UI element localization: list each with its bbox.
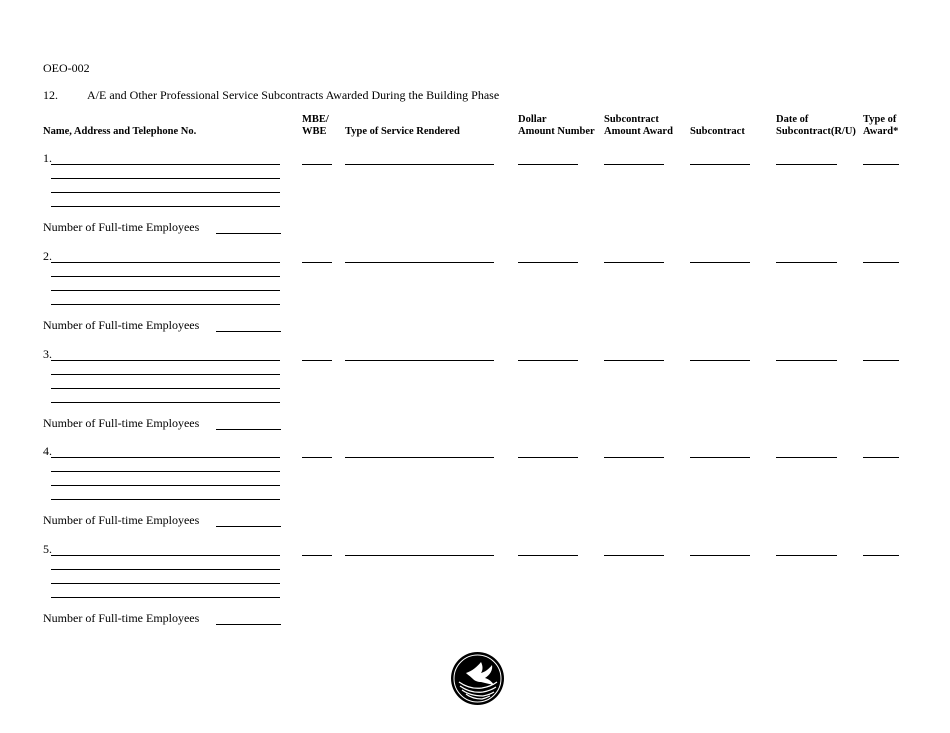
name-address-field[interactable]: [51, 471, 280, 472]
subcontract-field[interactable]: [690, 457, 750, 458]
name-address-field[interactable]: [51, 374, 280, 375]
name-address-field[interactable]: [51, 388, 280, 389]
name-address-field[interactable]: [51, 457, 280, 458]
subcontract-field[interactable]: [690, 262, 750, 263]
subcontract-field[interactable]: [690, 360, 750, 361]
date-field[interactable]: [776, 457, 837, 458]
name-address-field[interactable]: [51, 178, 280, 179]
entry-number: 2.: [43, 249, 52, 263]
dollar-amount-field[interactable]: [518, 262, 578, 263]
employees-count-field[interactable]: [216, 331, 281, 332]
name-address-field[interactable]: [51, 555, 280, 556]
subcontract-field[interactable]: [690, 164, 750, 165]
subcontract-amount-field[interactable]: [604, 555, 664, 556]
employees-count-field[interactable]: [216, 233, 281, 234]
name-address-field[interactable]: [51, 192, 280, 193]
employees-count-field[interactable]: [216, 624, 281, 625]
award-type-field[interactable]: [863, 360, 899, 361]
header-service: Type of Service Rendered: [345, 126, 460, 137]
subcontract-field[interactable]: [690, 555, 750, 556]
name-address-field[interactable]: [51, 164, 280, 165]
service-field[interactable]: [345, 164, 494, 165]
mbe-field[interactable]: [302, 262, 332, 263]
dollar-amount-field[interactable]: [518, 164, 578, 165]
mbe-field[interactable]: [302, 360, 332, 361]
agency-seal-icon: [450, 651, 505, 706]
employees-label: Number of Full-time Employees: [43, 513, 200, 527]
name-address-field[interactable]: [51, 262, 280, 263]
name-address-field[interactable]: [51, 583, 280, 584]
header-dollar-line2: Amount Number: [518, 126, 595, 137]
header-date-line1: Date of: [776, 114, 809, 125]
header-mbe-line1: MBE/: [302, 114, 329, 125]
service-field[interactable]: [345, 360, 494, 361]
dollar-amount-field[interactable]: [518, 555, 578, 556]
name-address-field[interactable]: [51, 360, 280, 361]
award-type-field[interactable]: [863, 555, 899, 556]
header-subamt-line1: Subcontract: [604, 114, 659, 125]
employees-label: Number of Full-time Employees: [43, 611, 200, 625]
mbe-field[interactable]: [302, 164, 332, 165]
subcontract-amount-field[interactable]: [604, 457, 664, 458]
name-address-field[interactable]: [51, 276, 280, 277]
date-field[interactable]: [776, 555, 837, 556]
header-date-line2: Subcontract(R/U): [776, 126, 856, 137]
employees-label: Number of Full-time Employees: [43, 416, 200, 430]
subcontract-amount-field[interactable]: [604, 262, 664, 263]
employees-count-field[interactable]: [216, 526, 281, 527]
name-address-field[interactable]: [51, 485, 280, 486]
form-code: OEO-002: [43, 61, 90, 75]
header-subamt-line2: Amount Award: [604, 126, 673, 137]
mbe-field[interactable]: [302, 457, 332, 458]
entry-number: 1.: [43, 151, 52, 165]
award-type-field[interactable]: [863, 457, 899, 458]
name-address-field[interactable]: [51, 499, 280, 500]
name-address-field[interactable]: [51, 290, 280, 291]
subcontract-amount-field[interactable]: [604, 360, 664, 361]
dollar-amount-field[interactable]: [518, 360, 578, 361]
employees-label: Number of Full-time Employees: [43, 318, 200, 332]
date-field[interactable]: [776, 360, 837, 361]
section-title: A/E and Other Professional Service Subcontracts Awarded During the Building Phase: [87, 88, 500, 102]
name-address-field[interactable]: [51, 206, 280, 207]
dollar-amount-field[interactable]: [518, 457, 578, 458]
header-name: Name, Address and Telephone No.: [43, 126, 197, 137]
name-address-field[interactable]: [51, 402, 280, 403]
date-field[interactable]: [776, 262, 837, 263]
employees-label: Number of Full-time Employees: [43, 220, 200, 234]
service-field[interactable]: [345, 262, 494, 263]
section-number: 12.: [43, 88, 58, 102]
entry-number: 5.: [43, 542, 52, 556]
name-address-field[interactable]: [51, 569, 280, 570]
service-field[interactable]: [345, 555, 494, 556]
subcontract-amount-field[interactable]: [604, 164, 664, 165]
header-mbe-line2: WBE: [302, 126, 327, 137]
award-type-field[interactable]: [863, 164, 899, 165]
mbe-field[interactable]: [302, 555, 332, 556]
employees-count-field[interactable]: [216, 429, 281, 430]
service-field[interactable]: [345, 457, 494, 458]
header-type-line1: Type of: [863, 114, 897, 125]
header-type-line2: Award*: [863, 126, 899, 137]
header-subcontract: Subcontract: [690, 126, 745, 137]
entry-number: 4.: [43, 444, 52, 458]
date-field[interactable]: [776, 164, 837, 165]
entry-number: 3.: [43, 347, 52, 361]
name-address-field[interactable]: [51, 597, 280, 598]
header-dollar-line1: Dollar: [518, 114, 547, 125]
name-address-field[interactable]: [51, 304, 280, 305]
award-type-field[interactable]: [863, 262, 899, 263]
